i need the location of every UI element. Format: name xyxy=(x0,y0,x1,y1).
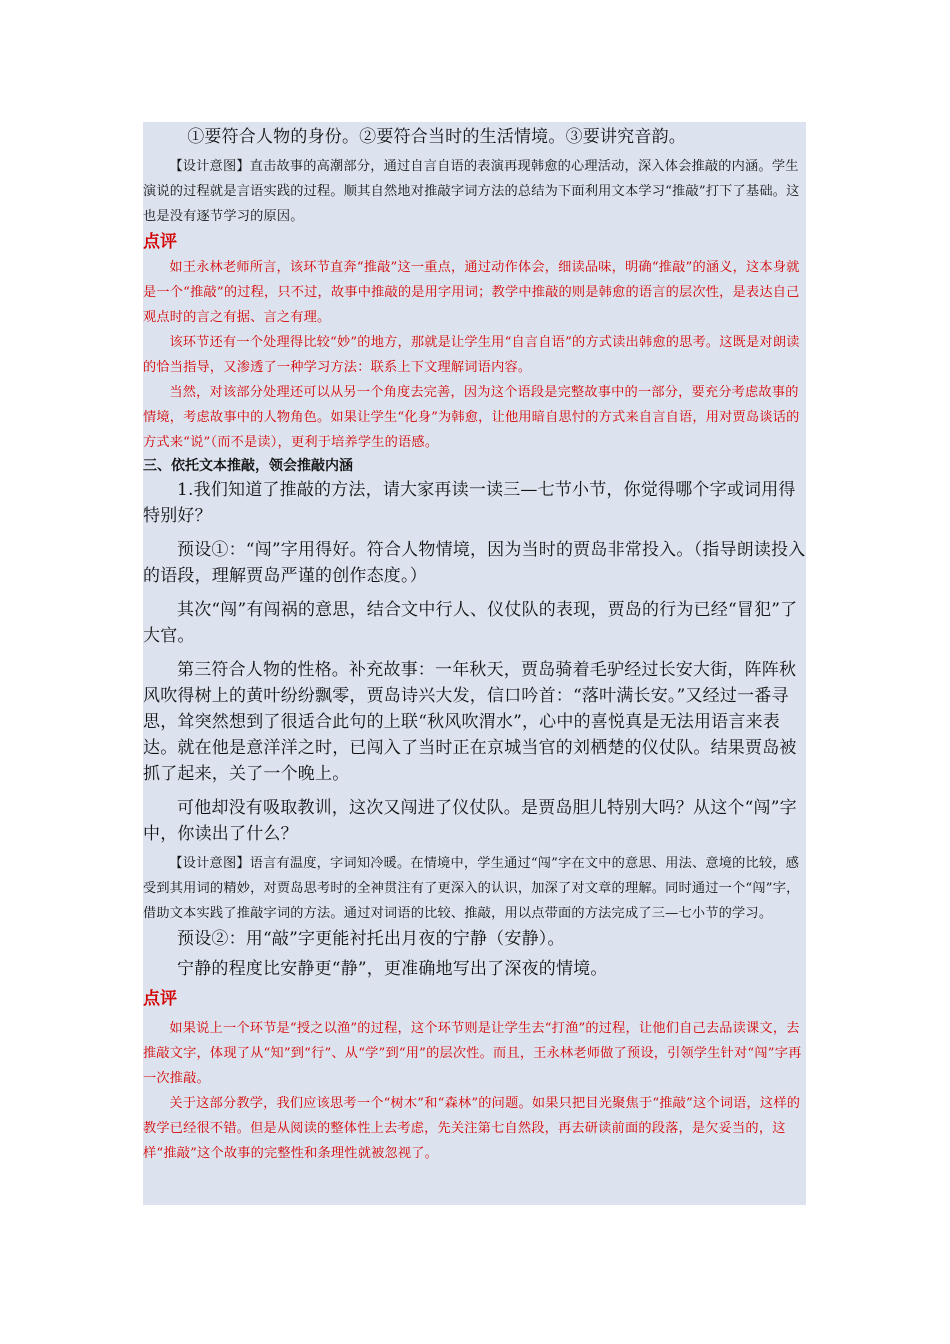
design-intent-paragraph: 【设计意图】语言有温度，字词知冷暖。在情境中，学生通过“闯”字在文中的意思、用法、意境的比较，感受到其用词的精妙，对贾岛思考时的全神贯注有了更深入的认识，加深了对文章的理解。同时通过一个“闯”字，借助文本实践了推敲字词的方法。通过对词语的比较、推敲，用以点带面的方法完成了三—七小节的学习。 xyxy=(143,856,800,921)
requirements-paragraph: ①要符合人物的身份。②要符合当时的生活情境。③要讲究音韵。 xyxy=(187,127,686,147)
document-page xyxy=(143,122,806,1205)
comment-heading: 点评 xyxy=(143,232,177,252)
comment-paragraph: 如王永林老师所言，该环节直奔“推敲”这一重点，通过动作体会，细读品味，明确“推敲”的涵义，这本身就是一个“推敲”的过程，只不过，故事中推敲的是用字用词；教学中推敲的则是韩愈的语言的层次性，是表达自己观点时的言之有据、言之有理。 xyxy=(143,260,800,325)
preset-paragraph: 预设②：用“敲”字更能衬托出月夜的宁静（安静）。 xyxy=(177,929,565,949)
preset-paragraph: 预设①：“闯”字用得好。符合人物情境，因为当时的贾岛非常投入。（指导朗读投入的语段，理解贾岛严谨的创作态度。） xyxy=(143,540,806,586)
section-heading: 三、依托文本推敲，领会推敲内涵 xyxy=(143,458,353,474)
comment-paragraph: 如果说上一个环节是“授之以渔”的过程，这个环节则是让学生去“打渔”的过程，让他们自己去品读课文，去推敲文字，体现了从“知”到“行”、从“学”到“用”的层次性。而且，王永林老师做了预设，引领学生针对“闯”字再一次推敲。 xyxy=(143,1021,802,1086)
body-paragraph: 宁静的程度比安静更“静”，更准确地写出了深夜的情境。 xyxy=(177,959,608,979)
question-paragraph: 可他却没有吸取教训，这次又闯进了仪仗队。是贾岛胆儿特别大吗？从这个“闯”字中，你读出了什么？ xyxy=(143,798,797,844)
comment-paragraph: 关于这部分教学，我们应该思考一个“树木”和“森林”的问题。如果只把目光聚焦于“推敲”这个词语，这样的教学已经很不错。但是从阅读的整体性上去考虑，先关注第七自然段，再去研读前面的段落，是欠妥当的，这样“推敲”这个故事的完整性和条理性就被忽视了。 xyxy=(143,1096,801,1161)
comment-paragraph: 该环节还有一个处理得比较“妙”的地方，那就是让学生用“自言自语”的方式读出韩愈的思考。这既是对朗读的恰当指导，又渗透了一种学习方法：联系上下文理解词语内容。 xyxy=(143,335,800,375)
comment-paragraph: 当然，对该部分处理还可以从另一个角度去完善，因为这个语段是完整故事中的一部分，要充分考虑故事的情境，考虑故事中的人物角色。如果让学生“化身”为韩愈，让他用暗自思忖的方式来自言自语，用对贾岛谈话的方式来“说”（而不是读），更利于培养学生的语感。 xyxy=(143,385,800,450)
question-paragraph: 1.我们知道了推敲的方法，请大家再读一读三—七节小节，你觉得哪个字或词用得特别好？ xyxy=(143,480,796,526)
story-paragraph: 第三符合人物的性格。补充故事：一年秋天，贾岛骑着毛驴经过长安大街，阵阵秋风吹得树上的黄叶纷纷飘零，贾岛诗兴大发，信口吟首：“落叶满长安。”又经过一番寻思，耸突然想到了很适合此句的上联“秋风吹渭水”，心中的喜悦真是无法用语言来表达。就在他是意洋洋之时，已闯入了当时正在京城当官的刘栖楚的仪仗队。结果贾岛被抓了起来，关了一个晚上。 xyxy=(143,660,797,784)
design-intent-paragraph: 【设计意图】直击故事的高潮部分，通过自言自语的表演再现韩愈的心理活动，深入体会推敲的内涵。学生演说的过程就是言语实践的过程。顺其自然地对推敲字词方法的总结为下面利用文本学习“推敲”打下了基础。这也是没有逐节学习的原因。 xyxy=(143,159,800,224)
comment-heading: 点评 xyxy=(143,989,177,1009)
body-paragraph: 其次“闯”有闯祸的意思，结合文中行人、仪仗队的表现，贾岛的行为已经“冒犯”了大官。 xyxy=(143,600,798,646)
